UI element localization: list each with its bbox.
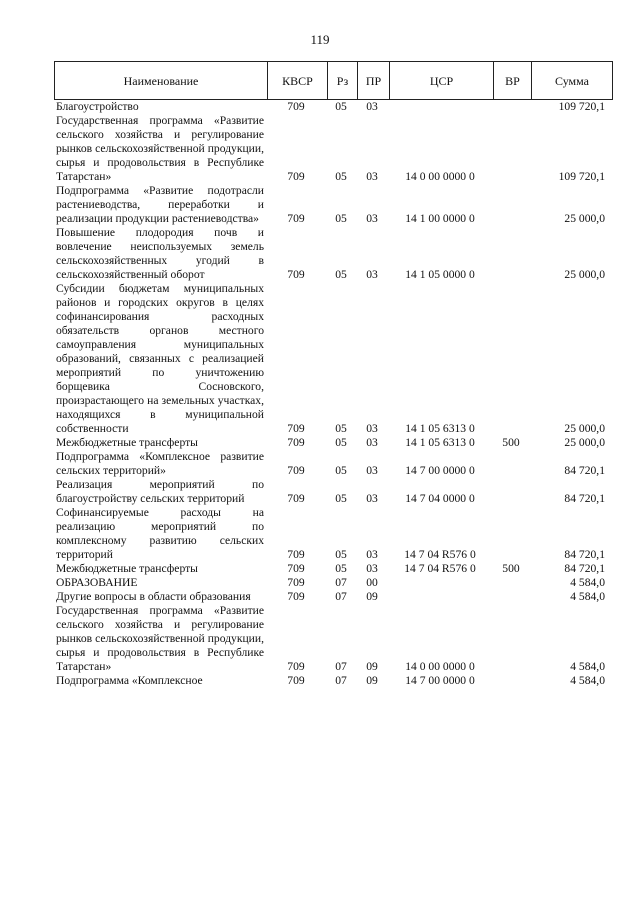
row-rz: 05 [335,212,347,225]
header-kvsr: КВСР [267,62,327,99]
row-pr: 03 [366,548,378,561]
row-kvsr: 709 [287,170,305,183]
table-row [54,674,611,688]
row-csr: 14 7 00 0000 0 [405,464,475,477]
table-row [54,282,611,436]
table-header [54,61,613,100]
row-pr: 09 [366,674,378,687]
table-row [54,114,611,184]
row-pr: 03 [366,562,378,575]
row-vr: 500 [502,436,520,449]
row-rz: 07 [335,590,347,603]
row-kvsr: 709 [287,660,305,673]
row-name: Другие вопросы в области образования [56,590,251,603]
row-pr: 03 [366,422,378,435]
row-pr: 03 [366,464,378,477]
row-pr: 09 [366,590,378,603]
row-sum: 4 584,0 [570,674,605,687]
row-kvsr: 709 [287,562,305,575]
row-kvsr: 709 [287,436,305,449]
row-rz: 05 [335,268,347,281]
header-pr: ПР [357,62,389,99]
row-pr: 03 [366,492,378,505]
row-rz: 07 [335,674,347,687]
table-row [54,450,611,478]
row-rz: 05 [335,464,347,477]
row-kvsr: 709 [287,100,305,113]
row-rz: 05 [335,422,347,435]
header-sum: Сумма [531,62,612,99]
row-name: Софинансируемые расходы на реализацию мероприятий по комплексному развитию сельских территорий [56,506,264,561]
row-rz: 05 [335,170,347,183]
header-name: Наименование [123,73,199,88]
table-row [54,226,611,282]
row-name: Государственная программа «Развитие сельского хозяйства и регулирование рынков сельскохозяйственной продукции, сырья и продовольствия в Республике Татарстан» [56,114,264,183]
row-kvsr: 709 [287,674,305,687]
table-row [54,506,611,562]
row-name: ОБРАЗОВАНИЕ [56,576,138,589]
row-csr: 14 0 00 0000 0 [405,170,475,183]
row-rz: 05 [335,492,347,505]
row-name: Подпрограмма «Комплексное развитие сельских территорий» [56,450,264,477]
row-kvsr: 709 [287,212,305,225]
row-rz: 05 [335,436,347,449]
budget-table [54,61,611,688]
table-row [54,604,611,674]
row-kvsr: 709 [287,576,305,589]
row-name: Подпрограмма «Развитие подотрасли растениеводства, переработки и реализации продукции растениеводства» [56,184,264,225]
row-rz: 07 [335,660,347,673]
row-pr: 03 [366,212,378,225]
row-rz: 05 [335,548,347,561]
row-pr: 03 [366,170,378,183]
row-name: Государственная программа «Развитие сельского хозяйства и регулирование рынков сельскохозяйственной продукции, сырья и продовольствия в Республике Татарстан» [56,604,264,673]
row-csr: 14 7 04 0000 0 [405,492,475,505]
row-rz: 07 [335,576,347,589]
row-csr: 14 0 00 0000 0 [405,660,475,673]
row-pr: 03 [366,100,378,113]
row-rz: 05 [335,100,347,113]
header-csr: ЦСР [389,62,493,99]
table-row [54,562,611,576]
page-number: 119 [310,32,330,47]
row-csr: 14 7 00 0000 0 [405,674,475,687]
row-sum: 25 000,0 [564,268,605,281]
row-kvsr: 709 [287,464,305,477]
row-name: Благоустройство [56,100,139,113]
row-csr: 14 7 04 R576 0 [404,548,476,561]
row-sum: 4 584,0 [570,576,605,589]
table-row [54,436,611,450]
row-sum: 25 000,0 [564,422,605,435]
row-csr: 14 1 00 0000 0 [405,212,475,225]
table-row [54,576,611,590]
row-name: Повышение плодородия почв и вовлечение неиспользуемых земель сельскохозяйственных угодий в сельскохозяйственный оборот [56,226,264,281]
row-name: Реализация мероприятий по благоустройству сельских территорий [56,478,264,505]
row-kvsr: 709 [287,590,305,603]
header-rz: Рз [327,62,357,99]
row-pr: 03 [366,436,378,449]
row-pr: 00 [366,576,378,589]
row-csr: 14 1 05 6313 0 [405,422,475,435]
row-name: Подпрограмма «Комплексное [56,674,203,687]
row-csr: 14 1 05 6313 0 [405,436,475,449]
row-kvsr: 709 [287,422,305,435]
table-row [54,478,611,506]
table-row [54,184,611,226]
row-pr: 03 [366,268,378,281]
row-csr: 14 7 04 R576 0 [404,562,476,575]
row-kvsr: 709 [287,268,305,281]
table-row [54,100,611,114]
row-rz: 05 [335,562,347,575]
row-kvsr: 709 [287,548,305,561]
row-sum: 4 584,0 [570,660,605,673]
row-name: Субсидии бюджетам муниципальных районов и городских округов в целях софинансирования расходных обязательств органов местного самоуправления муниципальных образований, связанных с реализацией мероприятий по уничтожению борщевика Сосновского, произрастающего на земельных участках, находящихся в муниципальной собственности [56,282,264,435]
row-sum: 25 000,0 [564,436,605,449]
row-name: Межбюджетные трансферты [56,436,198,449]
row-sum: 109 720,1 [558,170,605,183]
row-sum: 109 720,1 [558,100,605,113]
row-csr: 14 1 05 0000 0 [405,268,475,281]
row-sum: 84 720,1 [564,464,605,477]
header-vr: ВР [493,62,531,99]
row-sum: 25 000,0 [564,212,605,225]
row-sum: 84 720,1 [564,562,605,575]
row-sum: 84 720,1 [564,548,605,561]
table-row [54,590,611,604]
row-kvsr: 709 [287,492,305,505]
row-name: Межбюджетные трансферты [56,562,198,575]
row-sum: 4 584,0 [570,590,605,603]
row-pr: 09 [366,660,378,673]
row-sum: 84 720,1 [564,492,605,505]
row-vr: 500 [502,562,520,575]
